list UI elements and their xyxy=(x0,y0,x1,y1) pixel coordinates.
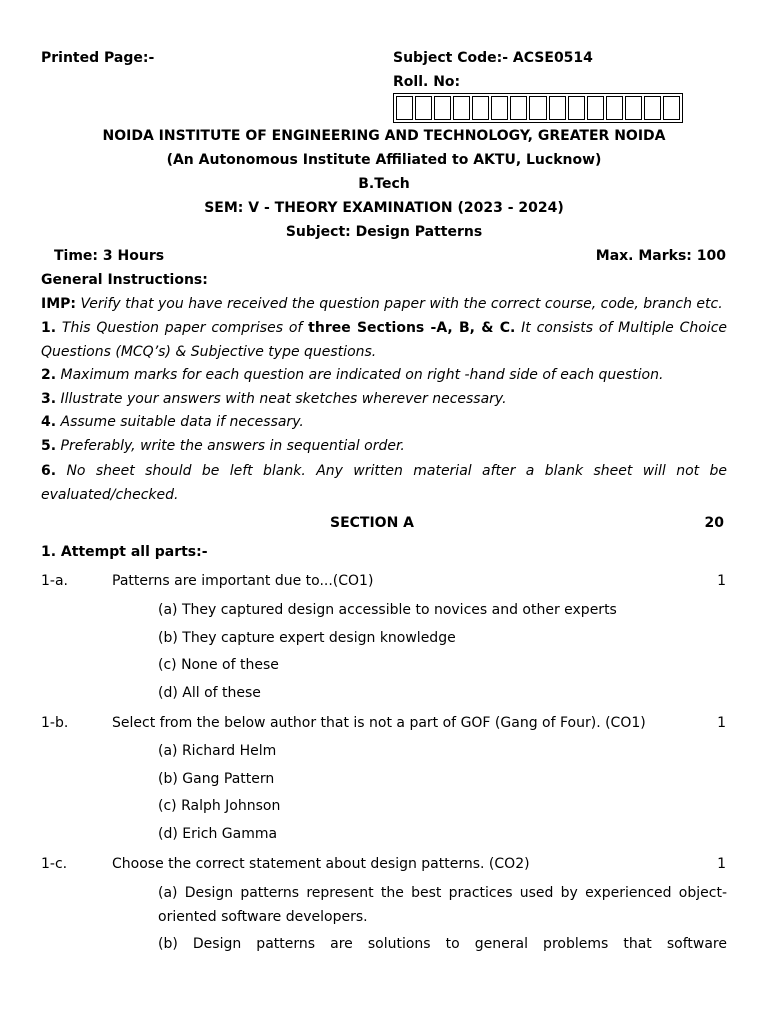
instruction-text: This Question paper comprises of xyxy=(61,320,303,336)
exam-title: SEM: V - THEORY EXAMINATION (2023 - 2024) xyxy=(204,200,564,216)
question-text: Choose the correct statement about design patterns. (CO2) xyxy=(112,856,530,872)
question-number: 1-b. xyxy=(41,715,69,731)
institute-name: NOIDA INSTITUTE OF ENGINEERING AND TECHNOLOGY, GREATER NOIDA xyxy=(102,128,666,144)
instruction-num: 6. xyxy=(41,463,57,479)
section-marks: 20 xyxy=(704,515,724,531)
instruction-3 xyxy=(41,391,507,407)
roll-no-boxes xyxy=(393,93,683,123)
roll-box xyxy=(415,96,432,120)
instruction-num: 2. xyxy=(41,367,57,383)
roll-box xyxy=(491,96,508,120)
option: (d) All of these xyxy=(158,685,261,701)
option: (c) Ralph Johnson xyxy=(158,798,281,814)
section-title: SECTION A xyxy=(330,515,415,531)
subject-code: Subject Code:- ACSE0514 xyxy=(393,50,593,66)
time-allowed: Time: 3 Hours xyxy=(54,248,165,264)
roll-box xyxy=(472,96,489,120)
roll-box xyxy=(663,96,680,120)
instruction-num: 5. xyxy=(41,438,57,454)
option: (b) They capture expert design knowledge xyxy=(158,630,456,646)
option: (c) None of these xyxy=(158,657,279,673)
option: (b) Design patterns are solutions to general problems that software xyxy=(158,936,727,952)
affiliation: (An Autonomous Institute Affiliated to AKTU, Lucknow) xyxy=(166,152,602,168)
question-number: 1-a. xyxy=(41,573,68,589)
imp-text: Verify that you have received the question paper with the correct course, code, branch etc. xyxy=(80,296,723,312)
subject-name: Subject: Design Patterns xyxy=(285,224,483,240)
instruction-text: Maximum marks for each question are indicated on right -hand side of each question. xyxy=(60,367,664,383)
instruction-emphasis: three Sections -A, B, & C. xyxy=(308,320,516,336)
question-marks: 1 xyxy=(717,856,726,872)
imp-label: IMP: xyxy=(41,296,76,312)
question-marks: 1 xyxy=(717,715,726,731)
question-marks: 1 xyxy=(717,573,726,589)
roll-box xyxy=(549,96,566,120)
attempt-instruction: 1. Attempt all parts:- xyxy=(41,544,208,560)
roll-no-label: Roll. No: xyxy=(393,74,461,90)
instruction-text: Illustrate your answers with neat sketches wherever necessary. xyxy=(60,391,507,407)
instruction-text: No sheet should be left blank. Any written material after a blank sheet will not be evaluated/checked. xyxy=(41,463,727,503)
option: (b) Gang Pattern xyxy=(158,771,275,787)
roll-box xyxy=(396,96,413,120)
instruction-text: Assume suitable data if necessary. xyxy=(60,414,304,430)
option: (a) They captured design accessible to novices and other experts xyxy=(158,602,617,618)
roll-box xyxy=(529,96,546,120)
question-text: Select from the below author that is not a part of GOF (Gang of Four). (CO1) xyxy=(112,715,646,731)
instruction-1 xyxy=(41,316,727,364)
roll-box xyxy=(606,96,623,120)
roll-box xyxy=(568,96,585,120)
option: (a) Richard Helm xyxy=(158,743,277,759)
question-text: Patterns are important due to...(CO1) xyxy=(112,573,374,589)
instruction-text: Preferably, write the answers in sequential order. xyxy=(60,438,405,454)
roll-box xyxy=(625,96,642,120)
instruction-imp xyxy=(41,296,723,312)
roll-box xyxy=(434,96,451,120)
option: (a) Design patterns represent the best practices used by experienced object-oriented software developers. xyxy=(158,885,727,925)
instruction-6 xyxy=(41,459,727,507)
roll-box xyxy=(587,96,604,120)
roll-box xyxy=(453,96,470,120)
question-number: 1-c. xyxy=(41,856,68,872)
instruction-5 xyxy=(41,438,405,454)
instruction-4 xyxy=(41,414,304,430)
instruction-num: 3. xyxy=(41,391,57,407)
option: (d) Erich Gamma xyxy=(158,826,278,842)
roll-box xyxy=(644,96,661,120)
instruction-text: It consists of Multiple Choice Questions (MCQ’s) & Subjective type questions. xyxy=(41,320,728,360)
instruction-num: 1. xyxy=(41,320,57,336)
program: B.Tech xyxy=(358,176,410,192)
max-marks: Max. Marks: 100 xyxy=(595,248,726,264)
roll-box xyxy=(510,96,527,120)
instruction-2 xyxy=(41,367,663,383)
printed-page-label: Printed Page:- xyxy=(41,50,155,66)
instructions-heading: General Instructions: xyxy=(41,272,208,288)
instruction-num: 4. xyxy=(41,414,57,430)
